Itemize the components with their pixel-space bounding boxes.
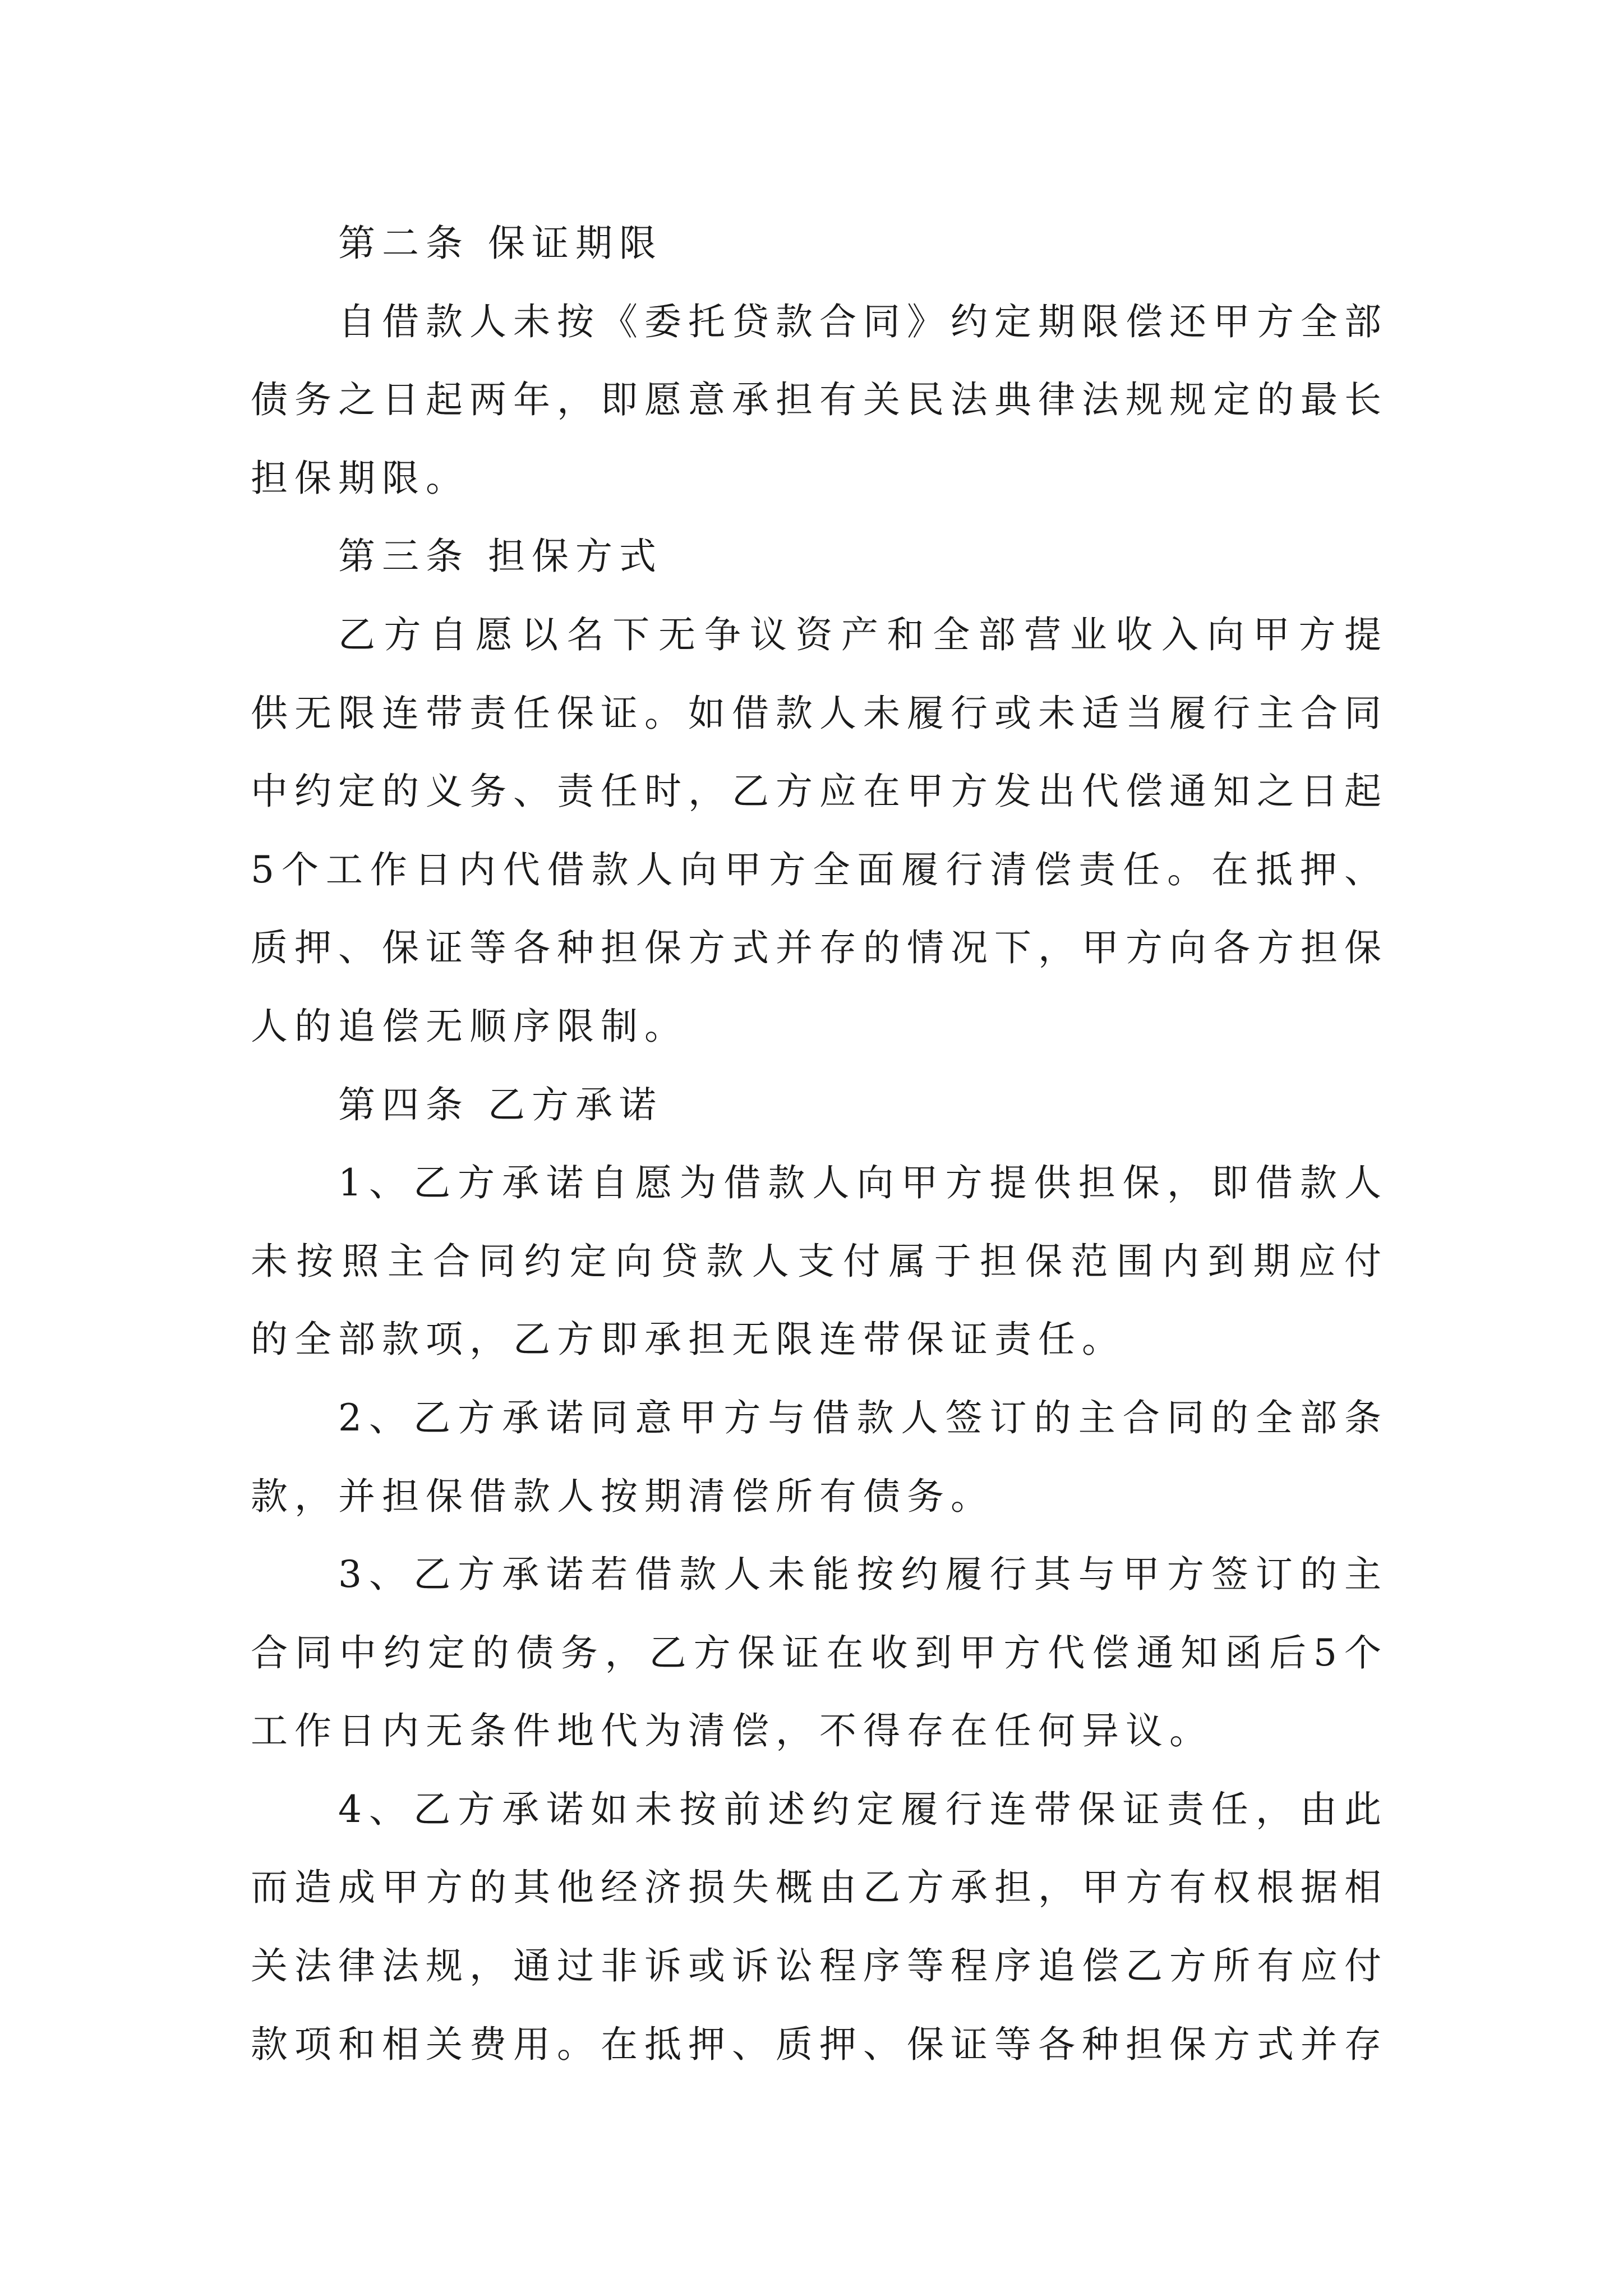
article-2 (251, 204, 1388, 517)
text-line: 乙方自愿以名下无争议资产和全部营业收入向甲方提 (338, 613, 1388, 656)
text-line: 自借款人未按《委托贷款合同》约定期限偿还甲方全部 (338, 300, 1388, 343)
text-line: 工作日内无条件地代为清偿，不得存在任何异议。 (251, 1709, 1213, 1753)
text-line: 而造成甲方的其他经济损失概由乙方承担，甲方有权根据相 (251, 1866, 1388, 1910)
text-line: 未按照主合同约定向贷款人支付属于担保范围内到期应付 (251, 1239, 1388, 1283)
text-line: 债务之日起两年，即愿意承担有关民法典律法规规定的最长 (251, 378, 1388, 422)
section-heading: 第三条 担保方式 (338, 535, 663, 578)
text-line: 的全部款项，乙方即承担无限连带保证责任。 (251, 1318, 1126, 1361)
text-line: 4、乙方承诺如未按前述约定履行连带保证责任，由此 (338, 1787, 1388, 1831)
article-4 (251, 1066, 1388, 2084)
commitment-item-3 (251, 1535, 1388, 1770)
section-heading: 第二条 保证期限 (338, 222, 663, 265)
text-line: 1、乙方承诺自愿为借款人向甲方提供担保，即借款人 (338, 1161, 1388, 1205)
text-line: 质押、保证等各种担保方式并存的情况下，甲方向各方担保 (251, 926, 1388, 970)
commitment-item-4 (251, 1770, 1388, 2083)
section-heading: 第四条 乙方承诺 (338, 1083, 663, 1126)
text-line: 5个工作日内代借款人向甲方全面履行清偿责任。在抵押、 (251, 848, 1388, 891)
paragraph (251, 283, 1388, 518)
text-line: 款项和相关费用。在抵押、质押、保证等各种担保方式并存 (251, 2022, 1388, 2066)
commitment-item-2 (251, 1379, 1388, 1535)
paragraph (251, 596, 1388, 1066)
text-line: 款，并担保借款人按期清偿所有债务。 (251, 1474, 994, 1518)
text-line: 2、乙方承诺同意甲方与借款人签订的主合同的全部条 (338, 1396, 1388, 1439)
commitment-item-1 (251, 1144, 1388, 1379)
text-line: 关法律法规，通过非诉或诉讼程序等程序追偿乙方所有应付 (251, 1944, 1388, 1988)
document-body (251, 204, 1388, 2083)
text-line: 人的追偿无顺序限制。 (251, 1004, 688, 1048)
text-line: 供无限连带责任保证。如借款人未履行或未适当履行主合同 (251, 691, 1388, 735)
text-line: 合同中约定的债务，乙方保证在收到甲方代偿通知函后5个 (251, 1631, 1388, 1674)
text-line: 中约定的义务、责任时，乙方应在甲方发出代偿通知之日起 (251, 770, 1388, 813)
article-3 (251, 517, 1388, 1065)
text-line: 3、乙方承诺若借款人未能按约履行其与甲方签订的主 (338, 1553, 1388, 1596)
text-line: 担保期限。 (251, 456, 469, 500)
